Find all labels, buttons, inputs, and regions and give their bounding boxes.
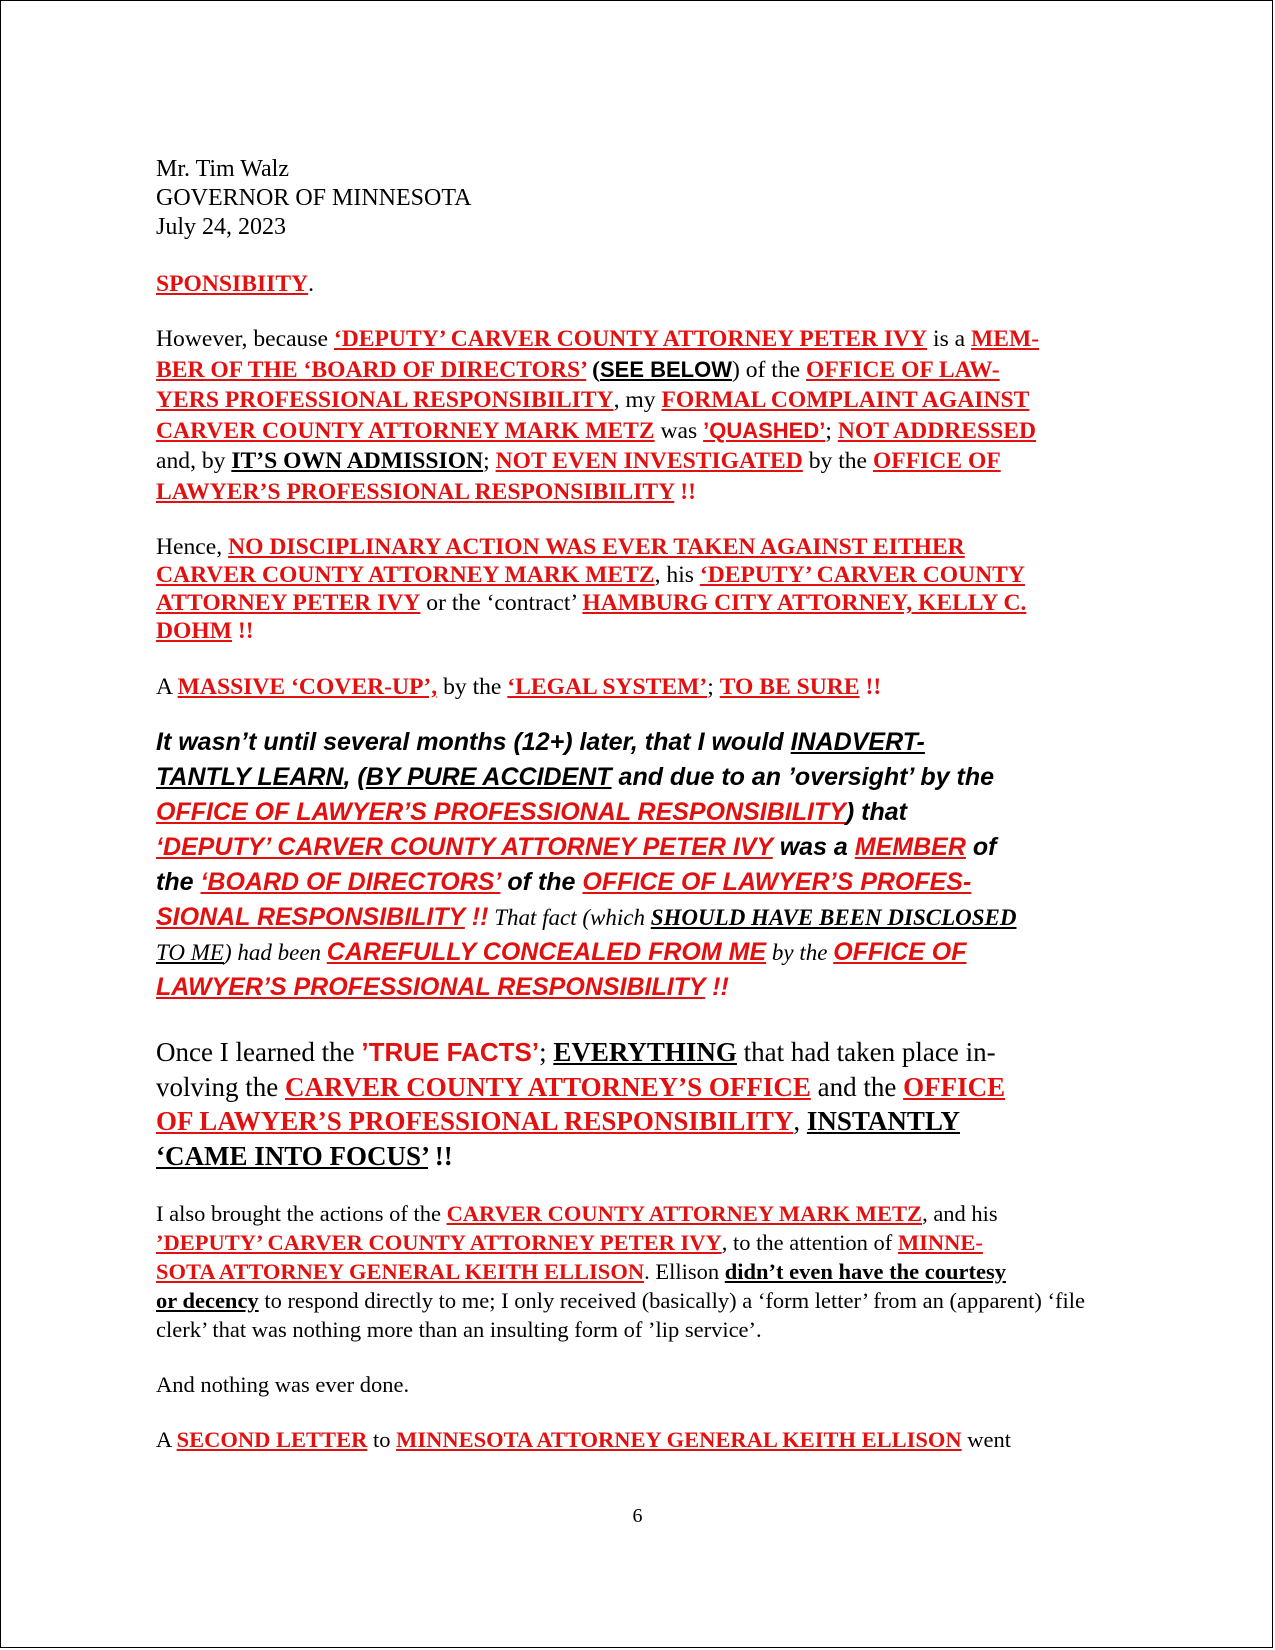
paragraph-2: However, because ‘DEPUTY’ CARVER COUNTY ATTORNEY PETER IVY is a MEM- BER OF THE ‘BOARD OF DIRECTORS’ (SEE BELOW) of the OFFICE OF LAW- YERS PROFESSIONAL RESPONSIBILITY, my FORMAL COMPLAINT AGAINST CARVER COUNTY ATTORNEY MARK METZ was ’QUASHED’; NOT ADDRESSED and, by IT’S OWN ADMISSION; NOT EVEN INVESTIGATED by the OFFICE OF LAWYER’S PROFESSIONAL RESPONSIBILITY !! — [156, 326, 1040, 505]
paragraph-7: I also brought the actions of the CARVER COUNTY ATTORNEY MARK METZ, and his ’DEPUTY’ CARVER COUNTY ATTORNEY PETER IVY, to the attention of MINNE- SOTA ATTORNEY GENERAL KEITH ELLISON. Ellison didn’t even have the courtesy or decency to respond directly to me; I only received (basically) a ‘form letter’ from an (apparent) ‘file clerk’ that was nothing more than an insulting form of ’lip service’. — [156, 1201, 1086, 1342]
page-number: 6 — [632, 1505, 643, 1527]
paragraph-4: A MASSIVE ‘COVER-UP’, by the ‘LEGAL SYSTEM’; TO BE SURE !! — [156, 674, 882, 700]
paragraph-5: It wasn’t until several months (12+) later, that I would INADVERT- TANTLY LEARN, (BY PURE ACCIDENT and due to an ’oversight’ by the OFFICE OF LAWYER’S PROFESSIONAL RESPONSIBILITY) that ‘DEPUTY’ CARVER COUNTY ATTORNEY PETER IVY was a MEMBER of the ‘BOARD OF DIRECTORS’ of the OFFICE OF LAWYER’S PROFES- SIONAL RESPONSIBILITY !! That fact (which SHOULD HAVE BEEN DISCLOSED TO ME) had been CAREFULLY CONCEALED FROM ME by the OFFICE OF LAWYER’S PROFESSIONAL RESPONSIBILITY !! — [156, 728, 1017, 1001]
paragraph-8: And nothing was ever done. — [156, 1372, 410, 1397]
recipient-name: Mr. Tim Walz — [156, 156, 289, 182]
paragraph-1: SPONSIBIITY. — [156, 271, 315, 297]
paragraph-6: Once I learned the ’TRUE FACTS’; EVERYTHING that had taken place in- volving the CARVER COUNTY ATTORNEY’S OFFICE and the OFFICE OF LAWYER’S PROFESSIONAL RESPONSIBILITY, INSTANTLY ‘CAME INTO FOCUS’ !! — [156, 1037, 1006, 1171]
letter-header — [156, 155, 1126, 242]
letter-date: July 24, 2023 — [156, 214, 287, 240]
recipient-title: GOVERNOR OF MINNESOTA — [156, 185, 472, 211]
paragraph-3: Hence, NO DISCIPLINARY ACTION WAS EVER TAKEN AGAINST EITHER CARVER COUNTY ATTORNEY MARK METZ, his ‘DEPUTY’ CARVER COUNTY ATTORNEY PETER IVY or the ‘contract’ HAMBURG CITY ATTORNEY, KELLY C. DOHM !! — [156, 534, 1027, 644]
letter-body — [156, 155, 1126, 1454]
paragraph-9: A SECOND LETTER to MINNESOTA ATTORNEY GENERAL KEITH ELLISON went — [156, 1427, 1012, 1452]
